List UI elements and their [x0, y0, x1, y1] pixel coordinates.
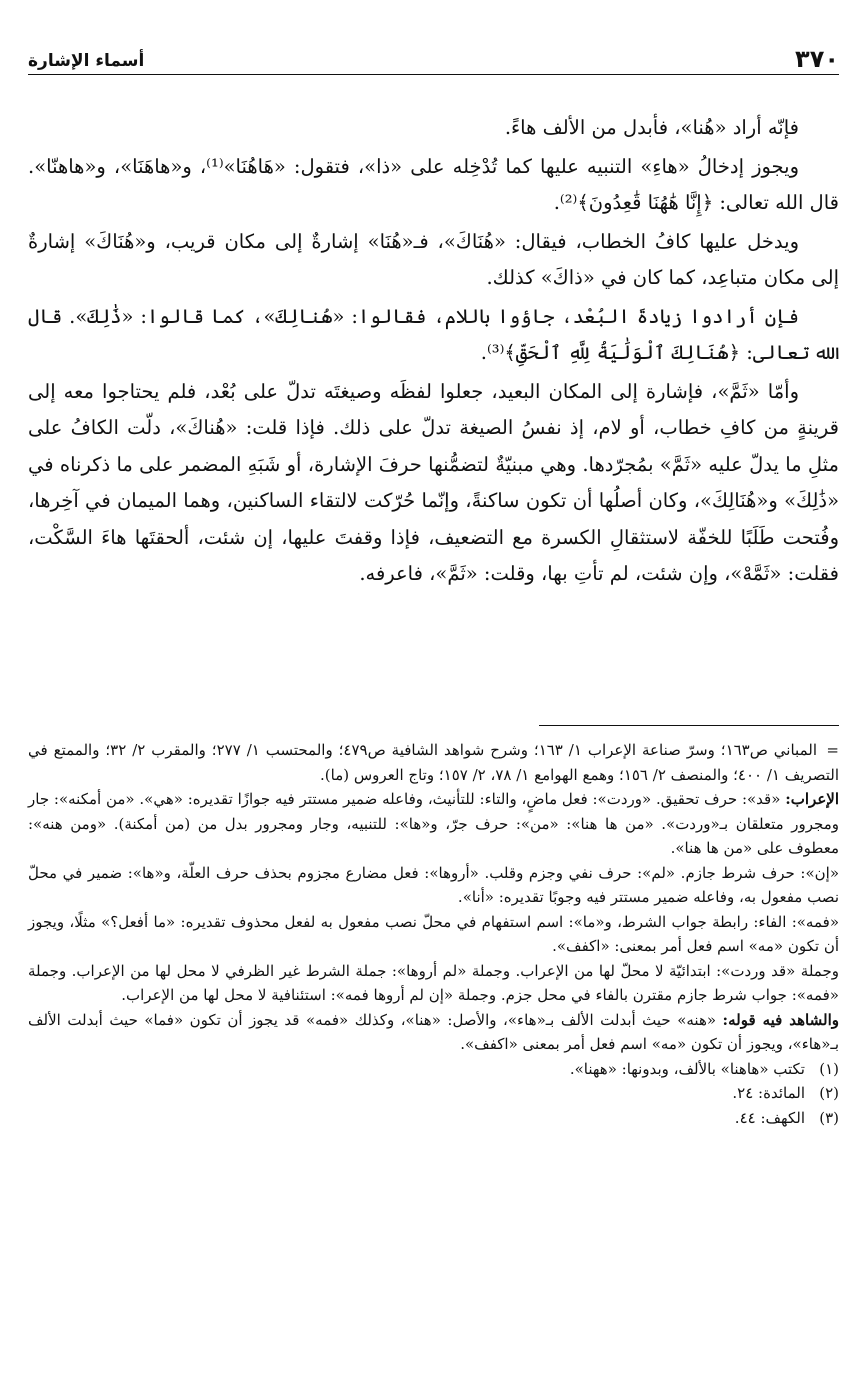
footnote-separator: [539, 725, 839, 726]
paragraph: فإنّه أراد «هُنا»، فأبدل من الألف هاءً.: [504, 116, 799, 139]
page-number: ٣٧٠: [795, 45, 839, 73]
irab-label: الإعراب:: [785, 790, 839, 808]
footnote-item: [28, 1081, 839, 1106]
page: [28, 0, 839, 1374]
page-title: أسماء الإشارة: [28, 51, 145, 71]
note-irab: وجملة «قد وردت»: ابتدائيّة لا محلّ لها من الإعراب. وجملة «لم أروها»: جملة الشرط غير الظرفي لا محل لها من الإعراب. وجملة «فمه»: جواب شرط جازم مقترن بالفاء في محل جزم. وجملة «إن لم أروها فمه»: استئنافية لا محل لها من الإعراب.: [28, 961, 839, 1004]
paragraph: ويدخل عليها كافُ الخطاب، فيقال: «هُنَاكَ»، فـ«هُنَا» إشارةٌ إلى مكان قريب، و«هُنَاكَ» إشارةٌ إلى مكان متباعِد، كما كان في «ذاكَ» كذلك.: [28, 229, 839, 289]
main-text: [28, 110, 839, 595]
footnote-text: تكتب «هاهنا» بالألف، وبدونها: «ههنا».: [569, 1059, 805, 1078]
footnote-text: المائدة: ٢٤.: [732, 1084, 805, 1102]
footnote-number: (٢): [819, 1084, 839, 1102]
note-references: [28, 738, 839, 787]
footnote-item: [28, 1106, 839, 1131]
paragraph: فإن أرادوا زيادةَ البُعْد، جاؤوا باللام، فقالوا: «هُنالِكَ»، كما قالوا: «ذَٰلِكَ». قال الله تعالى: ﴿هُنَالِكَ ٱلْوَلَٰيَةُ لِلَّهِ ٱلْحَقِّ﴾⁽³⁾.: [28, 304, 839, 364]
note-shahid: [28, 1008, 839, 1057]
continuation-mark: =: [826, 741, 839, 759]
footnote-number: (٣): [819, 1108, 839, 1127]
page-header: [28, 44, 839, 75]
irab-text: «قد»: حرف تحقيق. «وردت»: فعل ماضٍ، والتاء: للتأنيث، وفاعله ضمير مستتر فيه جوازًا تقديره: «هي». «من أمكنه»: جار ومجرور متعلقان بـ«وردت». «من ها هنا»: «من»: حرف جرّ، و«ها»: للتنبيه، وجار ومجرور بدل من (من أمكنة). «ومن هنه»: معطوف على «من ها هنا».: [28, 790, 839, 857]
note-irab: [28, 787, 839, 861]
shahid-label: والشاهد فيه قوله:: [722, 1010, 839, 1029]
references-text: المباني ص١٦٣؛ وسرّ صناعة الإعراب ١/ ١٦٣؛ وشرح شواهد الشافية ص٤٧٩؛ والمحتسب ١/ ٢٧٧؛ والمقرب ٢/ ٣٢؛ والممتع في التصريف ١/ ٤٠٠؛ والمنصف ٢/ ١٥٦؛ وهمع الهوامع ١/ ٧٨، ٢/ ١٥٧؛ وتاج العروس (ما).: [28, 741, 839, 784]
shahid-text: «هنه» حيث أبدلت الألف بـ«هاء»، والأصل: «هنا»، وكذلك «فمه» قد يجوز أن تكون «فما» حيث أبدلت الألف بـ«هاء»، ويجوز أن تكون «مه» اسم فعل أمر بمعنى «اكفف».: [28, 1010, 839, 1053]
note-irab: «فمه»: الفاء: رابطة جواب الشرط، و«ما»: اسم استفهام في محلّ نصب مفعول به لفعل محذوف تقديره: «ما أفعل؟» مثلًا، ويجوز أن تكون «مه» اسم فعل أمر بمعنى: «اكفف».: [28, 912, 839, 955]
paragraph: ويجوز إدخالُ «هاءِ» التنبيه عليها كما تُدْخِله على «ذا»، فتقول: «هَاهُنَا»⁽¹⁾، و«هاهَنَا»، و«هاهنّا». قال الله تعالى: ﴿إِنَّا هَٰهُنَا قَٰعِدُونَ﴾⁽²⁾.: [28, 154, 839, 214]
paragraph: وأمّا «ثَمَّ»، فإشارة إلى المكان البعيد، جعلوا لفظَه وصيغتَه تدلّ على بُعْد، فلم يحتاجوا معه إلى قرينةٍ من كافِ خطاب، أو لام، إذ نفسُ الصيغة تدلّ على ذلك. فإذا قلت: «هُناكَ»، دلّت الكافُ على مثلِ ما يدلّ عليه «ثَمَّ» بمُجرّدها. وهي مبنيّةٌ لتضمُّنها حرفَ الإشارة، أو شَبَهِ المضمر على ما ذكرناه في «ذَٰلِكَ» و«هُنَالِكَ»، وكان أصلُها أن تكون ساكنةً، وإنّما حُرّكت لالتقاء الساكنين، وهما الميمان في آخِرها، وفُتحت طَلَبًا للخفّة لاستثقالِ الكسرة مع التضعيف، فإذا وقفتَ عليها، إن شئت، ألحقتَها هاءَ السَّكْت، فقلت: «ثَمَّهْ»، وإن شئت، لم تأتِ بها، وقلت: «ثَمَّ»، فاعرفه.: [28, 379, 839, 585]
footnotes: [28, 738, 839, 1130]
footnote-item: [28, 1057, 839, 1082]
footnote-text: الكهف: ٤٤.: [734, 1108, 805, 1127]
note-irab: «إن»: حرف شرط جازم. «لم»: حرف نفي وجزم وقلب. «أروها»: فعل مضارع مجزوم بحذف حرف العلّة، و«ها»: ضمير في محلّ نصب مفعول به، وفاعله ضمير مستتر فيه وجوبًا تقديره: «أنا».: [28, 863, 839, 906]
footnote-number: (١): [819, 1059, 839, 1078]
